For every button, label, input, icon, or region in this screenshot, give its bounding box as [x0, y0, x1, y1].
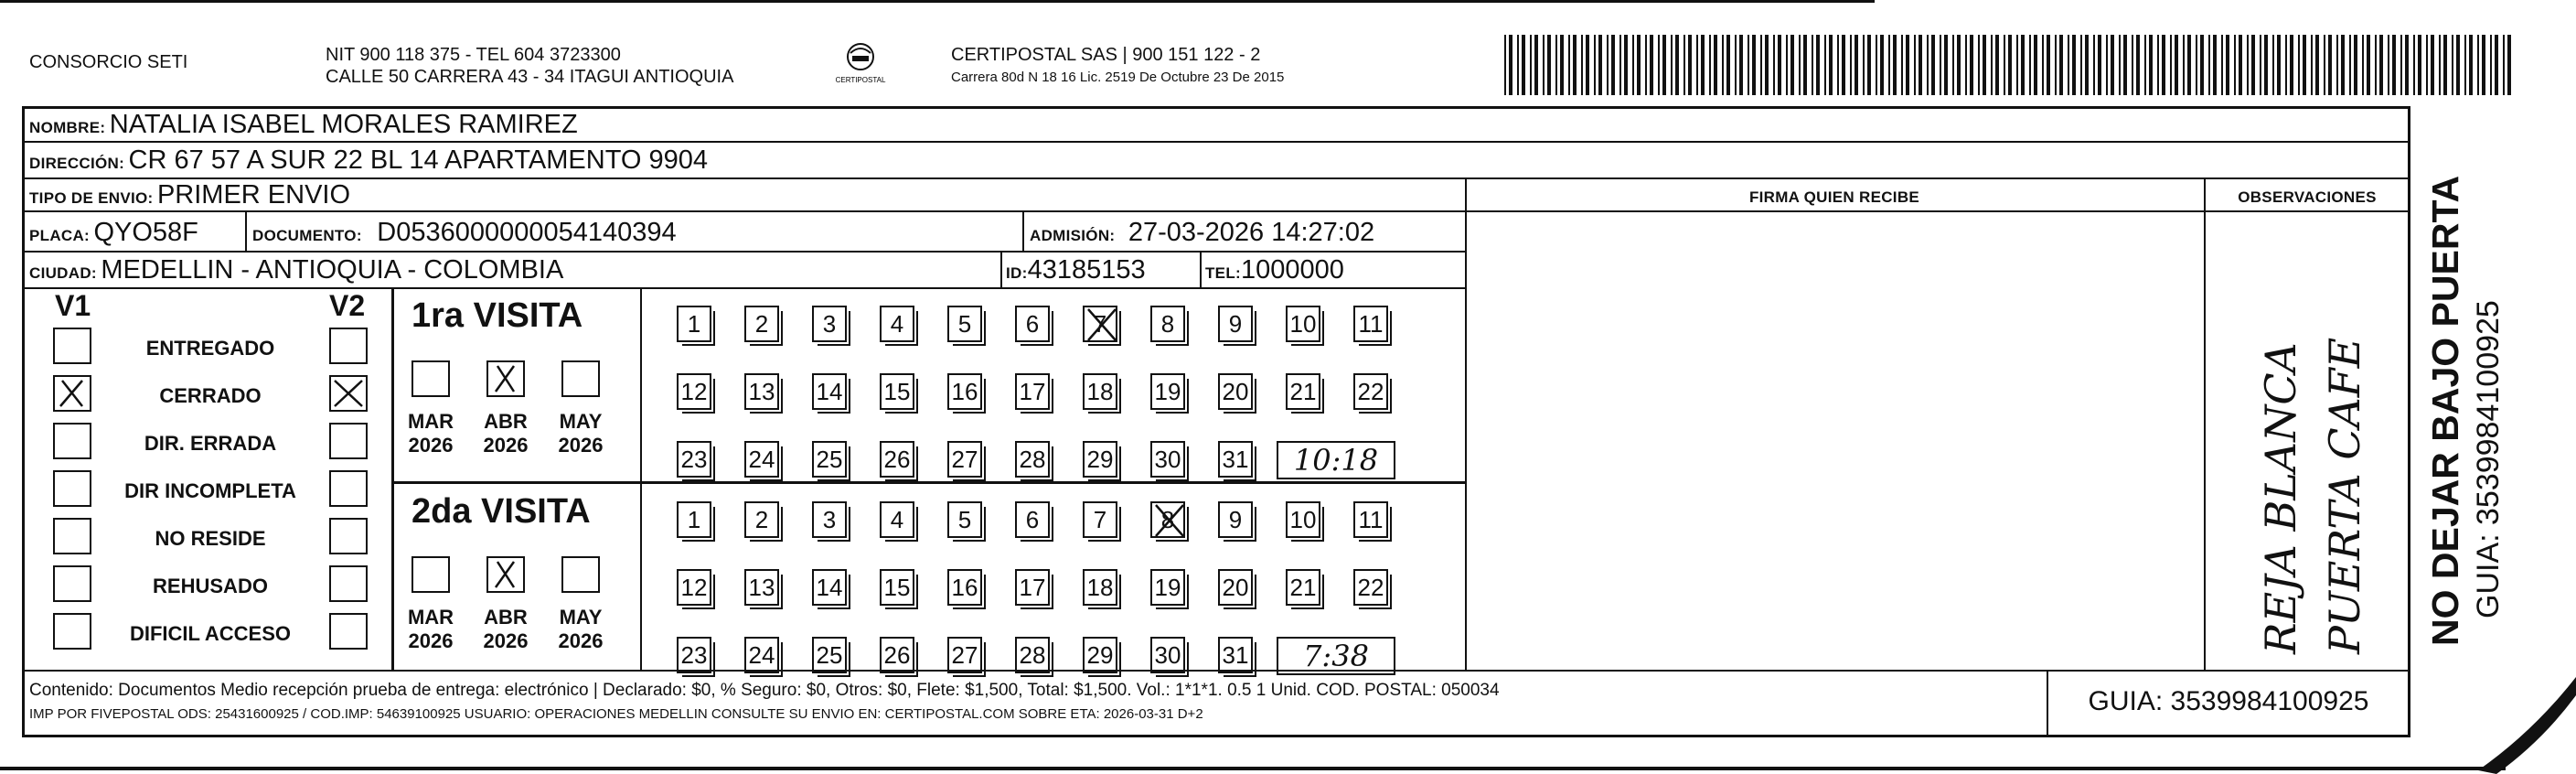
- day-box[interactable]: 29: [1083, 441, 1117, 478]
- month-checkbox[interactable]: [412, 360, 450, 397]
- day-box[interactable]: 3: [812, 306, 847, 342]
- status-label: DIR. ERRADA: [144, 432, 277, 455]
- day-box[interactable]: 7: [1083, 501, 1117, 538]
- tipo-field: [29, 179, 350, 210]
- month-label: ABR: [484, 410, 528, 433]
- day-mark: [1150, 501, 1187, 544]
- day-box[interactable]: 25: [812, 441, 847, 478]
- day-box[interactable]: 21: [1286, 569, 1320, 606]
- day-box[interactable]: 18: [1083, 569, 1117, 606]
- v1-checkbox[interactable]: [53, 518, 91, 554]
- direccion-field: [29, 143, 708, 177]
- status-label: DIFICIL ACCESO: [129, 622, 291, 645]
- carrier-license: Carrera 80d N 18 16 Lic. 2519 De Octubre 23 De 2015: [951, 70, 1285, 85]
- status-label: ENTREGADO: [145, 337, 275, 360]
- day-box[interactable]: 24: [744, 441, 779, 478]
- footer-print-info: IMP POR FIVEPOSTAL ODS: 25431600925 / COD.IMP: 54639100925 USUARIO: OPERACIONES MEDELLIN CONSULTE SU ENVIO EN: CERTIPOSTAL.COM SOBRE ETA: 2026-03-31 D+2: [29, 706, 1203, 722]
- v2-checkbox[interactable]: [329, 613, 368, 650]
- day-box[interactable]: 11: [1353, 501, 1388, 538]
- v2-checkbox[interactable]: [329, 565, 368, 602]
- day-box[interactable]: 17: [1015, 569, 1050, 606]
- v2-checkbox[interactable]: [329, 375, 368, 412]
- day-box[interactable]: 13: [744, 373, 779, 410]
- visit-time-box[interactable]: 10:18: [1277, 441, 1395, 479]
- side-guia: GUIA: 3539984100925: [2471, 300, 2506, 618]
- placa-label: PLACA:: [29, 227, 91, 244]
- tel-label: TEL:: [1205, 264, 1241, 282]
- day-box[interactable]: 6: [1015, 501, 1050, 538]
- month-label: MAY: [559, 410, 603, 433]
- day-box[interactable]: 20: [1218, 373, 1253, 410]
- day-box[interactable]: 25: [812, 637, 847, 673]
- day-box[interactable]: 22: [1353, 569, 1388, 606]
- day-box[interactable]: 28: [1015, 441, 1050, 478]
- tel-field: [1205, 253, 1344, 292]
- day-box[interactable]: 23: [677, 637, 711, 673]
- day-box[interactable]: 5: [947, 501, 982, 538]
- logo-text: CERTIPOSTAL: [835, 76, 886, 84]
- documento-field: [252, 216, 677, 253]
- visit-divider: [391, 287, 394, 670]
- month-year: 2026: [408, 434, 454, 457]
- company-address: CALLE 50 CARRERA 43 - 34 ITAGUI ANTIOQUIA: [326, 67, 734, 87]
- day-box[interactable]: 2: [744, 501, 779, 538]
- observaciones-divider: [2204, 177, 2206, 670]
- day-box[interactable]: 15: [880, 569, 914, 606]
- day-box[interactable]: 20: [1218, 569, 1253, 606]
- documento-value: D0536000000054140394: [377, 218, 677, 247]
- month-label: MAY: [559, 606, 603, 629]
- day-box[interactable]: 9: [1218, 306, 1253, 342]
- id-field: [1006, 253, 1146, 292]
- observaciones-handwriting: [2213, 238, 2396, 659]
- day-box[interactable]: 1: [677, 306, 711, 342]
- v1-checkbox[interactable]: [53, 328, 91, 364]
- placa-field: [29, 216, 198, 253]
- barcode: [1504, 35, 2519, 95]
- certipostal-logo: [832, 40, 889, 91]
- day-box[interactable]: 7: [1083, 306, 1117, 342]
- day-box[interactable]: 17: [1015, 373, 1050, 410]
- row-divider: [1465, 210, 2410, 212]
- day-box[interactable]: 12: [677, 569, 711, 606]
- cell-divider: [1200, 251, 1202, 287]
- day-box[interactable]: 24: [744, 637, 779, 673]
- day-box[interactable]: 16: [947, 373, 982, 410]
- day-box[interactable]: 28: [1015, 637, 1050, 673]
- month-label: ABR: [484, 606, 528, 629]
- status-label: NO RESIDE: [155, 527, 266, 550]
- visit-divider: [391, 481, 1465, 484]
- row-divider: [22, 210, 1467, 212]
- day-box[interactable]: 6: [1015, 306, 1050, 342]
- carrier-info: CERTIPOSTAL SAS | 900 151 122 - 2: [951, 45, 1261, 65]
- id-label: ID:: [1006, 264, 1028, 282]
- visit-time-box[interactable]: 7:38: [1277, 637, 1395, 675]
- day-box[interactable]: 21: [1286, 373, 1320, 410]
- cell-divider: [245, 210, 247, 251]
- footer-content: Contenido: Documentos Medio recepción prueba de entrega: electrónico | Declarado: $0, % Seguro: $0, Otros: $0, Flete: $1,500, Total: $1,500. Vol.: 1*1*1. 0.5 1 Unid. COD. POSTAL: 050034: [29, 681, 1500, 700]
- day-box[interactable]: 30: [1150, 441, 1185, 478]
- v2-checkbox[interactable]: [329, 423, 368, 459]
- v2-header: V2: [329, 289, 366, 322]
- cell-divider: [1000, 251, 1002, 287]
- day-box[interactable]: 5: [947, 306, 982, 342]
- nombre-field: [29, 108, 578, 141]
- firma-divider: [1465, 177, 1467, 670]
- days-divider: [640, 287, 642, 670]
- top-border: [0, 0, 1875, 3]
- direccion-value: CR 67 57 A SUR 22 BL 14 APARTAMENTO 9904: [128, 145, 709, 175]
- day-mark: [1083, 306, 1119, 349]
- v1-checkbox[interactable]: [53, 470, 91, 507]
- day-box[interactable]: 18: [1083, 373, 1117, 410]
- day-box[interactable]: 11: [1353, 306, 1388, 342]
- day-box[interactable]: 31: [1218, 441, 1253, 478]
- month-checkbox[interactable]: [561, 556, 600, 593]
- admision-label: ADMISIÓN:: [1030, 227, 1116, 244]
- day-box[interactable]: 19: [1150, 569, 1185, 606]
- no-dejar-warning: NO DEJAR BAJO PUERTA: [2424, 175, 2466, 646]
- row-divider: [22, 177, 2410, 179]
- admision-value: 27-03-2026 14:27:02: [1128, 218, 1375, 247]
- observacion-line-1: REJA BLANCA: [2256, 342, 2305, 654]
- month-checkbox[interactable]: [561, 360, 600, 397]
- observaciones-label: OBSERVACIONES: [2238, 188, 2377, 206]
- status-label: CERRADO: [159, 384, 262, 407]
- company-name: CONSORCIO SETI: [29, 52, 188, 72]
- v1-checkbox[interactable]: [53, 423, 91, 459]
- nombre-label: NOMBRE:: [29, 119, 106, 136]
- placa-value: QYO58F: [93, 218, 198, 247]
- visit-title: 1ra VISITA: [412, 296, 583, 335]
- status-label: DIR INCOMPLETA: [124, 479, 296, 502]
- nombre-value: NATALIA ISABEL MORALES RAMIREZ: [109, 110, 578, 139]
- corner-curl: [2478, 640, 2576, 774]
- day-box[interactable]: 8: [1150, 306, 1185, 342]
- month-year: 2026: [558, 629, 604, 652]
- observacion-line-2: PUERTA CAFE: [2320, 337, 2369, 654]
- day-box[interactable]: 2: [744, 306, 779, 342]
- month-checkbox[interactable]: [412, 556, 450, 593]
- v1-header: V1: [55, 289, 91, 322]
- cell-divider: [1022, 210, 1024, 251]
- day-box[interactable]: 4: [880, 306, 914, 342]
- tel-value: 1000000: [1240, 255, 1344, 285]
- day-box[interactable]: 4: [880, 501, 914, 538]
- day-box[interactable]: 16: [947, 569, 982, 606]
- month-checkbox[interactable]: [486, 360, 525, 397]
- day-box[interactable]: 10: [1286, 501, 1320, 538]
- v2-checkbox[interactable]: [329, 470, 368, 507]
- company-nit: NIT 900 118 375 - TEL 604 3723300: [326, 45, 621, 65]
- day-box[interactable]: 10: [1286, 306, 1320, 342]
- day-box[interactable]: 23: [677, 441, 711, 478]
- day-box[interactable]: 15: [880, 373, 914, 410]
- direccion-label: DIRECCIÓN:: [29, 155, 125, 172]
- day-box[interactable]: 31: [1218, 637, 1253, 673]
- month-year: 2026: [408, 629, 454, 652]
- day-box[interactable]: 22: [1353, 373, 1388, 410]
- day-box[interactable]: 27: [947, 637, 982, 673]
- month-year: 2026: [558, 434, 604, 457]
- bottom-border: [0, 767, 2506, 770]
- day-box[interactable]: 8: [1150, 501, 1185, 538]
- firma-label: FIRMA QUIEN RECIBE: [1748, 188, 1920, 206]
- id-value: 43185153: [1027, 255, 1146, 285]
- ciudad-label: CIUDAD:: [29, 264, 97, 282]
- ciudad-field: [29, 253, 563, 292]
- tipo-value: PRIMER ENVIO: [156, 180, 351, 210]
- day-box[interactable]: 26: [880, 441, 914, 478]
- month-label: MAR: [407, 410, 454, 433]
- ciudad-value: MEDELLIN - ANTIOQUIA - COLOMBIA: [101, 255, 564, 285]
- v2-checkbox[interactable]: [329, 518, 368, 554]
- v1-checkbox[interactable]: [53, 565, 91, 602]
- v1-checkbox[interactable]: [53, 375, 91, 412]
- day-box[interactable]: 12: [677, 373, 711, 410]
- day-box[interactable]: 3: [812, 501, 847, 538]
- status-label: REHUSADO: [153, 575, 268, 597]
- v2-checkbox[interactable]: [329, 328, 368, 364]
- day-box[interactable]: 27: [947, 441, 982, 478]
- day-box[interactable]: 26: [880, 637, 914, 673]
- v1-checkbox[interactable]: [53, 613, 91, 650]
- day-box[interactable]: 30: [1150, 637, 1185, 673]
- month-label: MAR: [407, 606, 454, 629]
- day-box[interactable]: 13: [744, 569, 779, 606]
- day-box[interactable]: 19: [1150, 373, 1185, 410]
- tipo-label: TIPO DE ENVIO:: [29, 189, 154, 207]
- admision-field: [1030, 216, 1374, 253]
- month-checkbox[interactable]: [486, 556, 525, 593]
- documento-label: DOCUMENTO:: [252, 227, 362, 244]
- day-box[interactable]: 14: [812, 569, 847, 606]
- day-box[interactable]: 14: [812, 373, 847, 410]
- visit-title: 2da VISITA: [412, 492, 591, 531]
- month-year: 2026: [483, 434, 529, 457]
- footer-guia: GUIA: 3539984100925: [2088, 686, 2369, 716]
- day-box[interactable]: 29: [1083, 637, 1117, 673]
- month-year: 2026: [483, 629, 529, 652]
- day-box[interactable]: 1: [677, 501, 711, 538]
- day-box[interactable]: 9: [1218, 501, 1253, 538]
